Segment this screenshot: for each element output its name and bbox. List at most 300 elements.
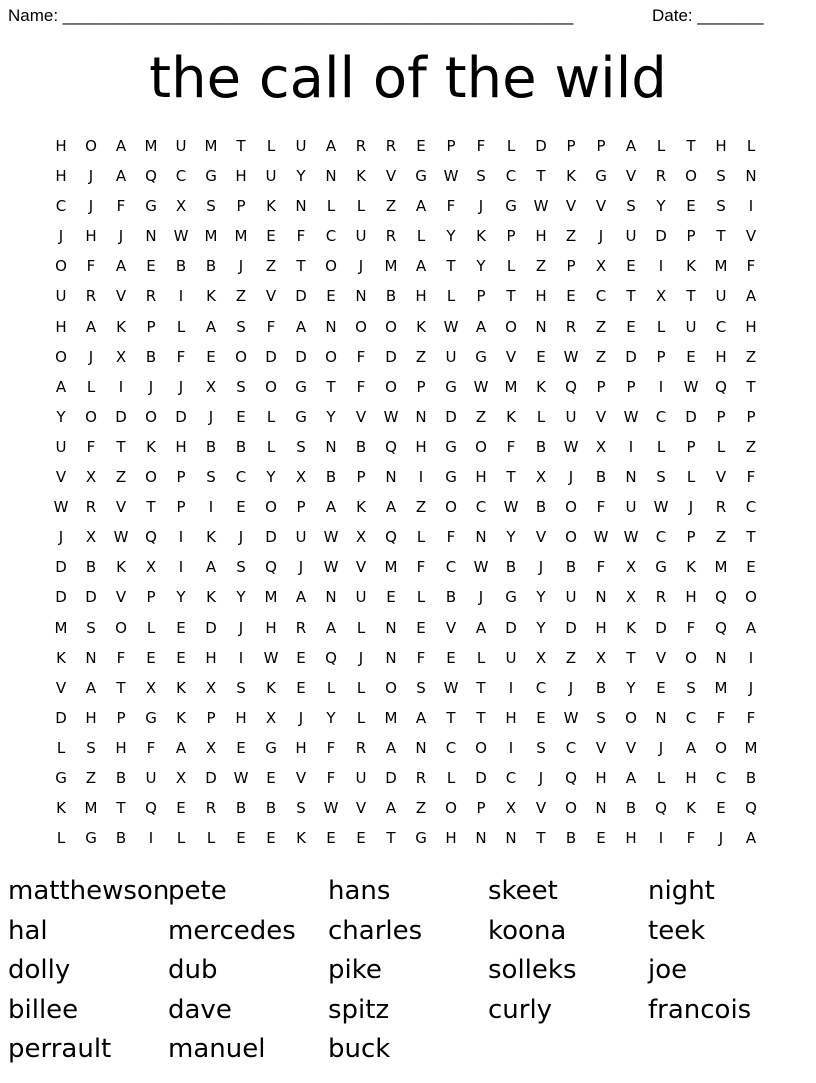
grid-cell: G: [55, 768, 67, 787]
grid-cell: T: [236, 137, 246, 155]
grid-cell: N: [385, 468, 397, 487]
grid-cell: V: [115, 287, 127, 306]
grid-cell: F: [176, 347, 186, 366]
grid-cell: L: [476, 648, 486, 667]
grid-cell: U: [295, 137, 307, 155]
word-bank-item: night: [648, 876, 715, 906]
grid-cell: P: [176, 498, 186, 517]
grid-cell: O: [385, 317, 397, 336]
grid-cell: L: [446, 287, 456, 306]
grid-cell: A: [205, 558, 217, 577]
grid-cell: C: [55, 197, 67, 216]
grid-cell: C: [445, 738, 457, 757]
grid-cell: O: [565, 528, 577, 547]
grid-cell: S: [296, 437, 306, 456]
grid-cell: F: [116, 648, 126, 667]
grid-cell: T: [116, 678, 126, 697]
grid-cell: A: [205, 317, 217, 336]
grid-cell: C: [535, 678, 547, 697]
grid-cell: S: [206, 468, 216, 487]
grid-cell: E: [716, 799, 726, 818]
grid-cell: F: [146, 738, 156, 757]
grid-cell: H: [685, 588, 697, 607]
grid-cell: F: [596, 498, 606, 517]
grid-cell: B: [205, 257, 217, 276]
grid-cell: Y: [236, 588, 246, 607]
grid-cell: A: [475, 618, 487, 637]
grid-cell: X: [535, 648, 547, 667]
grid-cell: M: [204, 137, 218, 155]
grid-cell: F: [596, 558, 606, 577]
letter-grid: [46, 131, 766, 853]
grid-cell: L: [746, 137, 756, 155]
grid-cell: U: [565, 407, 577, 426]
grid-cell: I: [658, 257, 664, 276]
grid-cell: K: [566, 167, 576, 186]
grid-cell: D: [55, 708, 67, 727]
grid-cell: G: [475, 347, 487, 366]
grid-cell: P: [476, 799, 486, 818]
grid-cell: H: [175, 437, 187, 456]
grid-cell: G: [145, 197, 157, 216]
grid-cell: H: [235, 167, 247, 186]
grid-cell: K: [176, 708, 186, 727]
grid-cell: H: [235, 708, 247, 727]
grid-cell: K: [176, 678, 186, 697]
grid-cell: D: [175, 407, 187, 426]
grid-cell: I: [118, 377, 124, 396]
grid-cell: O: [475, 437, 487, 456]
grid-cell: K: [686, 257, 696, 276]
grid-cell: R: [655, 588, 667, 607]
word-bank-item: manuel: [168, 1034, 266, 1065]
grid-cell: K: [536, 377, 546, 396]
grid-cell: Z: [595, 347, 607, 366]
grid-cell: E: [686, 347, 696, 366]
grid-cell: E: [266, 768, 276, 787]
grid-cell: W: [533, 197, 549, 216]
grid-cell: G: [145, 708, 157, 727]
grid-cell: O: [565, 498, 577, 517]
grid-cell: U: [625, 498, 637, 517]
grid-cell: X: [85, 528, 97, 547]
grid-cell: I: [658, 829, 664, 848]
word-bank-item: billee: [8, 994, 79, 1025]
grid-cell: X: [145, 678, 157, 697]
grid-cell: G: [295, 377, 307, 396]
grid-cell: B: [175, 257, 187, 276]
grid-cell: Y: [446, 227, 456, 246]
grid-cell: Y: [536, 588, 546, 607]
grid-cell: C: [235, 468, 247, 487]
grid-cell: E: [146, 648, 156, 667]
word-bank-item: koona: [488, 915, 567, 946]
grid-cell: J: [208, 407, 214, 426]
grid-cell: W: [53, 498, 69, 517]
grid-cell: P: [596, 377, 606, 396]
grid-cell: T: [716, 227, 726, 246]
grid-cell: T: [626, 287, 636, 306]
grid-cell: S: [476, 167, 486, 186]
grid-cell: Z: [745, 437, 757, 456]
grid-cell: D: [685, 407, 697, 426]
word-bank-item: hans: [328, 876, 391, 906]
grid-cell: F: [746, 257, 756, 276]
grid-cell: D: [535, 137, 547, 155]
grid-cell: S: [296, 799, 306, 818]
grid-cell: R: [85, 498, 97, 517]
grid-cell: P: [716, 407, 726, 426]
grid-cell: I: [148, 829, 154, 848]
grid-cell: D: [205, 768, 217, 787]
grid-cell: X: [265, 708, 277, 727]
name-field-label: Name: ______________________________________________________: [8, 6, 574, 25]
grid-cell: J: [688, 498, 694, 517]
grid-cell: U: [355, 768, 367, 787]
grid-cell: A: [175, 738, 187, 757]
grid-cell: A: [115, 137, 127, 155]
grid-cell: D: [85, 588, 97, 607]
grid-cell: J: [358, 257, 364, 276]
grid-cell: H: [205, 648, 217, 667]
grid-cell: W: [263, 648, 279, 667]
grid-cell: W: [653, 498, 669, 517]
word-bank-item: dolly: [8, 955, 71, 986]
grid-cell: F: [686, 829, 696, 848]
grid-cell: C: [595, 287, 607, 306]
grid-cell: E: [176, 618, 186, 637]
grid-cell: Z: [265, 257, 277, 276]
grid-cell: V: [355, 799, 367, 818]
grid-cell: I: [658, 377, 664, 396]
grid-cell: R: [385, 227, 397, 246]
grid-cell: F: [746, 468, 756, 487]
grid-cell: N: [355, 287, 367, 306]
grid-cell: S: [86, 618, 96, 637]
grid-cell: V: [565, 197, 577, 216]
grid-cell: S: [86, 738, 96, 757]
grid-cell: H: [55, 167, 67, 186]
grid-cell: Q: [715, 588, 727, 607]
grid-cell: H: [85, 227, 97, 246]
word-bank-item: charles: [328, 915, 423, 946]
page-title: the call of the wild: [149, 46, 667, 111]
grid-cell: M: [384, 558, 398, 577]
grid-cell: L: [356, 618, 366, 637]
grid-cell: I: [178, 558, 184, 577]
grid-cell: X: [625, 558, 637, 577]
grid-cell: D: [265, 347, 277, 366]
grid-cell: D: [385, 347, 397, 366]
grid-cell: M: [84, 799, 98, 818]
grid-cell: O: [265, 377, 277, 396]
grid-cell: A: [625, 137, 637, 155]
grid-cell: Q: [385, 437, 397, 456]
grid-cell: P: [356, 468, 366, 487]
grid-cell: C: [745, 498, 757, 517]
grid-cell: K: [206, 287, 216, 306]
grid-cell: C: [655, 407, 667, 426]
grid-cell: G: [415, 167, 427, 186]
grid-cell: P: [686, 528, 696, 547]
grid-cell: G: [415, 829, 427, 848]
grid-cell: U: [145, 768, 157, 787]
grid-cell: X: [115, 347, 127, 366]
grid-cell: K: [296, 829, 306, 848]
word-bank-item: francois: [648, 994, 752, 1025]
grid-cell: W: [173, 227, 189, 246]
grid-cell: B: [145, 347, 157, 366]
grid-cell: Q: [145, 167, 157, 186]
grid-cell: K: [266, 197, 276, 216]
grid-cell: F: [416, 648, 426, 667]
grid-cell: B: [385, 287, 397, 306]
grid-cell: O: [445, 799, 457, 818]
grid-cell: Y: [626, 678, 636, 697]
grid-cell: W: [623, 407, 639, 426]
grid-cell: H: [595, 618, 607, 637]
grid-cell: V: [625, 167, 637, 186]
grid-cell: B: [205, 437, 217, 456]
grid-cell: C: [175, 167, 187, 186]
grid-cell: A: [385, 498, 397, 517]
grid-cell: X: [295, 468, 307, 487]
grid-cell: Y: [326, 407, 336, 426]
grid-cell: V: [115, 498, 127, 517]
grid-cell: N: [595, 588, 607, 607]
grid-cell: T: [746, 377, 756, 396]
grid-cell: K: [206, 588, 216, 607]
grid-cell: A: [475, 317, 487, 336]
grid-cell: U: [565, 588, 577, 607]
grid-cell: R: [295, 618, 307, 637]
grid-cell: P: [626, 377, 636, 396]
grid-cell: K: [626, 618, 636, 637]
grid-cell: E: [356, 829, 366, 848]
grid-cell: S: [236, 678, 246, 697]
grid-cell: V: [115, 588, 127, 607]
grid-cell: D: [295, 287, 307, 306]
grid-cell: A: [745, 287, 757, 306]
grid-cell: F: [86, 437, 96, 456]
grid-cell: B: [235, 437, 247, 456]
grid-cell: X: [595, 257, 607, 276]
grid-cell: Y: [296, 167, 306, 186]
grid-cell: N: [295, 197, 307, 216]
grid-cell: U: [265, 167, 277, 186]
grid-cell: Z: [85, 768, 97, 787]
grid-cell: B: [115, 768, 127, 787]
grid-cell: E: [296, 648, 306, 667]
grid-cell: Q: [325, 648, 337, 667]
grid-cell: Y: [326, 708, 336, 727]
grid-cell: E: [566, 287, 576, 306]
grid-cell: J: [58, 528, 64, 547]
grid-cell: P: [596, 137, 606, 155]
grid-cell: K: [476, 227, 486, 246]
grid-cell: V: [505, 347, 517, 366]
grid-cell: L: [266, 407, 276, 426]
grid-cell: A: [115, 257, 127, 276]
grid-cell: G: [265, 738, 277, 757]
grid-cell: F: [356, 347, 366, 366]
grid-cell: D: [265, 528, 277, 547]
grid-cell: E: [146, 257, 156, 276]
grid-cell: S: [236, 558, 246, 577]
grid-cell: D: [505, 618, 517, 637]
grid-cell: X: [535, 468, 547, 487]
grid-cell: M: [264, 588, 278, 607]
grid-cell: R: [85, 287, 97, 306]
grid-cell: B: [85, 558, 97, 577]
grid-cell: O: [55, 347, 67, 366]
grid-cell: E: [176, 648, 186, 667]
grid-cell: H: [115, 738, 127, 757]
grid-cell: B: [505, 558, 517, 577]
grid-cell: P: [686, 227, 696, 246]
grid-cell: V: [655, 648, 667, 667]
grid-cell: W: [113, 528, 129, 547]
grid-cell: Z: [565, 648, 577, 667]
grid-cell: A: [325, 498, 337, 517]
grid-cell: O: [235, 347, 247, 366]
grid-cell: I: [178, 287, 184, 306]
grid-cell: M: [234, 227, 248, 246]
grid-cell: B: [325, 468, 337, 487]
grid-cell: P: [686, 437, 696, 456]
grid-cell: J: [148, 377, 154, 396]
grid-cell: T: [476, 678, 486, 697]
grid-cell: F: [446, 528, 456, 547]
word-bank-item: dave: [168, 994, 232, 1025]
grid-cell: W: [683, 377, 699, 396]
grid-cell: K: [686, 558, 696, 577]
grid-cell: B: [535, 498, 547, 517]
grid-cell: P: [656, 347, 666, 366]
grid-cell: A: [295, 588, 307, 607]
grid-cell: R: [565, 317, 577, 336]
grid-cell: G: [205, 167, 217, 186]
word-bank-item: skeet: [488, 876, 558, 906]
grid-cell: D: [655, 227, 667, 246]
word-bank-item: matthewson: [8, 876, 170, 906]
grid-cell: U: [355, 227, 367, 246]
grid-cell: L: [176, 829, 186, 848]
grid-cell: L: [656, 137, 666, 155]
grid-cell: P: [236, 197, 246, 216]
grid-cell: Z: [475, 407, 487, 426]
grid-cell: W: [233, 768, 249, 787]
grid-cell: Z: [415, 799, 427, 818]
grid-cell: U: [355, 588, 367, 607]
grid-cell: R: [205, 799, 217, 818]
grid-cell: E: [536, 708, 546, 727]
grid-cell: T: [686, 287, 696, 306]
word-bank-item: pike: [328, 955, 382, 986]
grid-cell: U: [175, 137, 187, 155]
grid-cell: V: [535, 528, 547, 547]
grid-cell: P: [146, 317, 156, 336]
grid-cell: L: [176, 317, 186, 336]
grid-cell: W: [323, 528, 339, 547]
grid-cell: S: [596, 708, 606, 727]
grid-cell: L: [326, 197, 336, 216]
grid-cell: Q: [265, 558, 277, 577]
grid-cell: H: [445, 829, 457, 848]
grid-cell: M: [144, 137, 158, 155]
grid-cell: Y: [536, 618, 546, 637]
grid-cell: H: [535, 227, 547, 246]
grid-cell: S: [236, 377, 246, 396]
grid-cell: N: [745, 167, 757, 186]
grid-cell: W: [323, 799, 339, 818]
grid-cell: M: [384, 257, 398, 276]
grid-cell: R: [715, 498, 727, 517]
grid-cell: A: [385, 738, 397, 757]
grid-cell: L: [446, 768, 456, 787]
grid-cell: I: [238, 648, 244, 667]
grid-cell: L: [266, 137, 276, 155]
grid-cell: K: [356, 167, 366, 186]
grid-cell: L: [356, 678, 366, 697]
grid-cell: T: [506, 468, 516, 487]
grid-cell: L: [506, 137, 516, 155]
grid-cell: O: [625, 708, 637, 727]
grid-cell: J: [58, 227, 64, 246]
grid-cell: H: [745, 317, 757, 336]
grid-cell: X: [595, 437, 607, 456]
grid-cell: G: [295, 407, 307, 426]
word-bank-item: hal: [8, 915, 48, 946]
grid-cell: H: [295, 738, 307, 757]
grid-cell: J: [658, 738, 664, 757]
grid-cell: B: [355, 437, 367, 456]
grid-cell: P: [206, 708, 216, 727]
grid-cell: T: [536, 829, 546, 848]
grid-cell: H: [265, 618, 277, 637]
grid-cell: V: [295, 768, 307, 787]
grid-cell: M: [504, 377, 518, 396]
grid-cell: M: [714, 257, 728, 276]
grid-cell: Q: [565, 768, 577, 787]
grid-cell: N: [325, 588, 337, 607]
grid-cell: E: [266, 829, 276, 848]
grid-cell: L: [506, 257, 516, 276]
grid-cell: D: [655, 618, 667, 637]
grid-cell: G: [445, 468, 457, 487]
grid-cell: N: [325, 167, 337, 186]
grid-cell: F: [746, 708, 756, 727]
grid-cell: U: [715, 287, 727, 306]
grid-cell: F: [326, 768, 336, 787]
grid-cell: J: [538, 768, 544, 787]
grid-cell: J: [568, 678, 574, 697]
grid-cell: P: [446, 137, 456, 155]
grid-cell: O: [475, 738, 487, 757]
grid-cell: J: [478, 197, 484, 216]
grid-cell: E: [236, 498, 246, 517]
grid-cell: E: [236, 407, 246, 426]
grid-cell: N: [85, 648, 97, 667]
grid-cell: I: [508, 678, 514, 697]
grid-cell: T: [536, 167, 546, 186]
grid-cell: D: [475, 768, 487, 787]
grid-cell: V: [595, 738, 607, 757]
grid-cell: W: [443, 317, 459, 336]
word-bank-item: spitz: [328, 994, 390, 1025]
grid-cell: O: [355, 317, 367, 336]
grid-cell: T: [746, 528, 756, 547]
